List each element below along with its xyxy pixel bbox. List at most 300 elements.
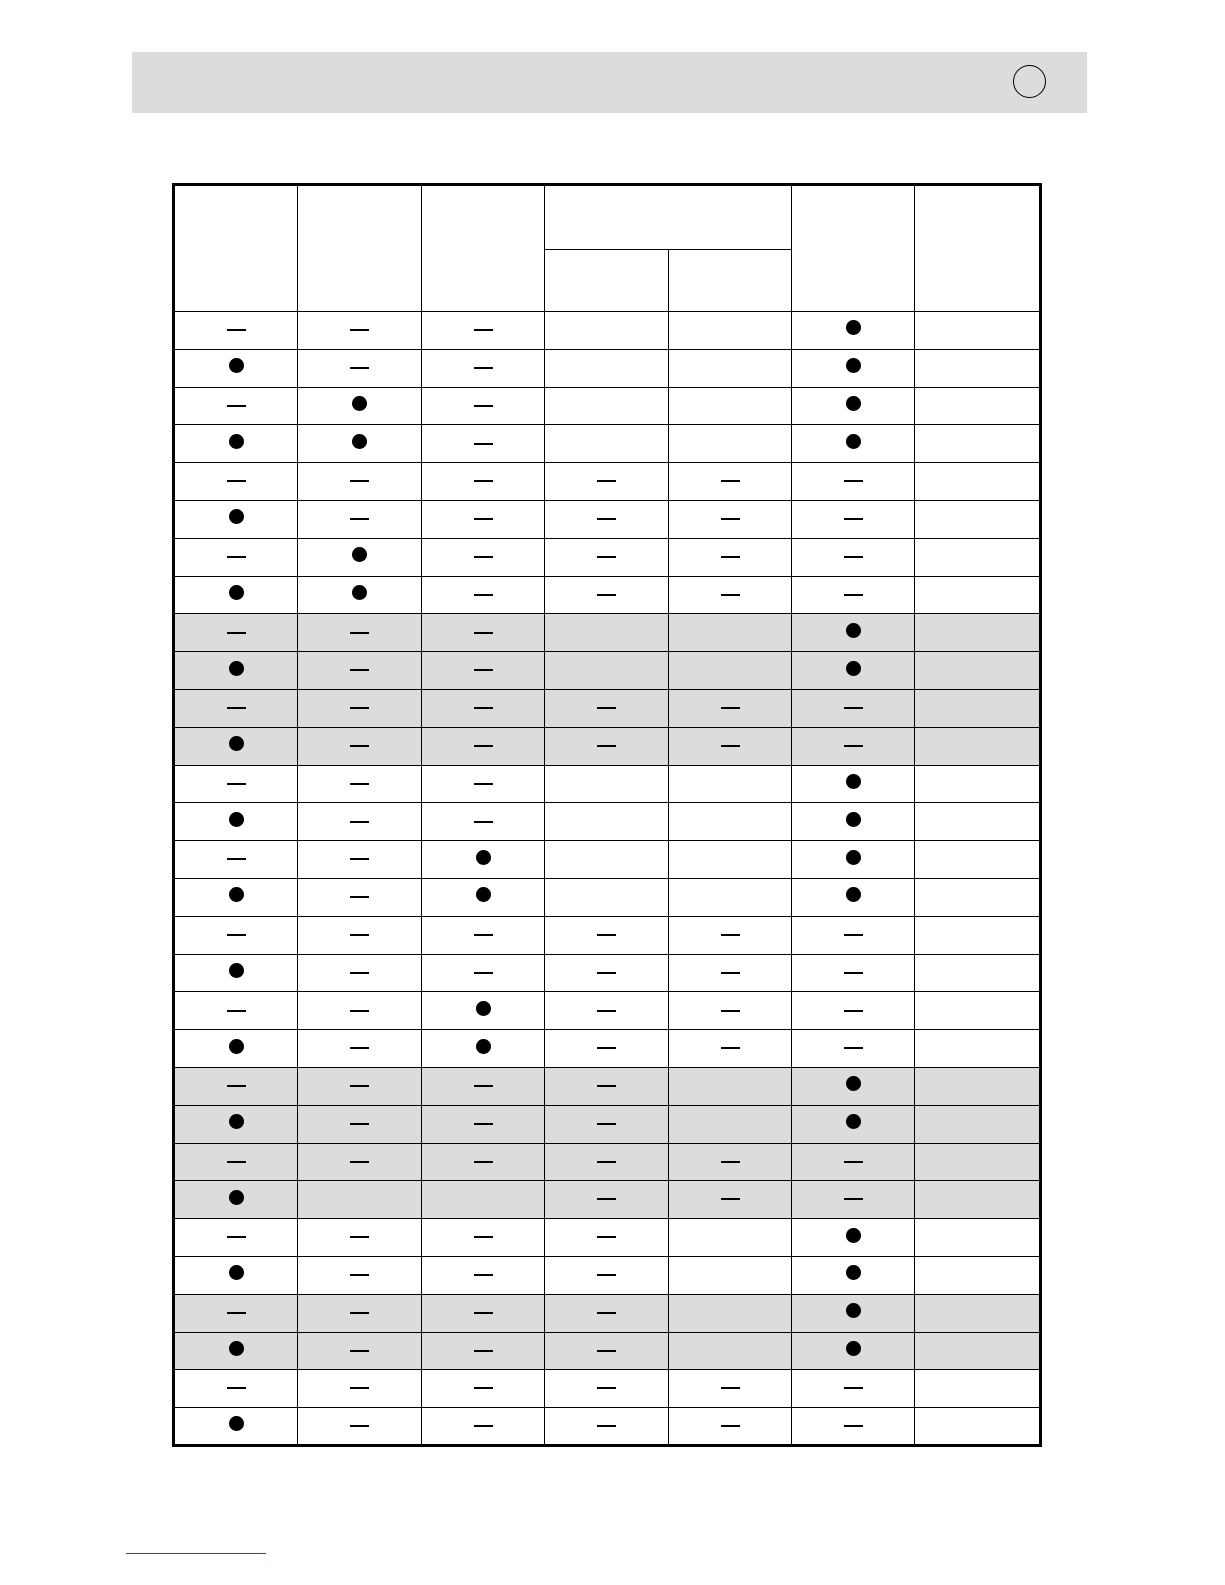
table-cell — [915, 1370, 1041, 1408]
dash-marker — [597, 1047, 616, 1049]
table-cell — [792, 1067, 915, 1105]
dash-marker — [350, 1387, 369, 1389]
table-cell — [545, 765, 669, 803]
dot-marker — [476, 887, 491, 902]
dot-marker — [846, 623, 861, 638]
table-cell — [792, 727, 915, 765]
table-row — [174, 1332, 1041, 1370]
dash-marker — [474, 1123, 493, 1125]
table-cell — [174, 1219, 298, 1257]
table-cell — [298, 1181, 422, 1219]
dot-marker — [846, 434, 861, 449]
table-cell — [174, 614, 298, 652]
table-cell — [545, 1370, 669, 1408]
dot-marker — [229, 1114, 244, 1129]
table-cell — [174, 841, 298, 879]
table-cell — [792, 576, 915, 614]
col-header-1 — [174, 185, 298, 312]
table-cell — [545, 689, 669, 727]
header-band — [132, 52, 1087, 113]
table-cell — [298, 1143, 422, 1181]
table-cell — [545, 1143, 669, 1181]
dot-marker — [229, 434, 244, 449]
table-cell — [422, 1408, 545, 1446]
dash-marker — [844, 1047, 863, 1049]
dash-marker — [597, 1085, 616, 1087]
dash-marker — [474, 632, 493, 634]
table-cell — [174, 765, 298, 803]
table-cell — [792, 1256, 915, 1294]
dash-marker — [474, 1274, 493, 1276]
dot-marker — [229, 736, 244, 751]
dash-marker — [474, 669, 493, 671]
table-row — [174, 689, 1041, 727]
table-cell — [792, 1181, 915, 1219]
table-row — [174, 1294, 1041, 1332]
table-cell — [915, 538, 1041, 576]
dot-marker — [229, 661, 244, 676]
table-cell — [422, 1143, 545, 1181]
table-cell — [792, 614, 915, 652]
dash-marker — [350, 707, 369, 709]
dash-marker — [350, 1123, 369, 1125]
dash-marker — [844, 480, 863, 482]
table-cell — [545, 916, 669, 954]
col-header-7 — [915, 185, 1041, 312]
table-cell — [174, 916, 298, 954]
table-cell — [545, 1332, 669, 1370]
table-cell — [174, 652, 298, 690]
table-cell — [792, 1370, 915, 1408]
dash-marker — [350, 329, 369, 331]
table-cell — [669, 349, 792, 387]
dash-marker — [350, 1350, 369, 1352]
table-cell — [298, 1256, 422, 1294]
dash-marker — [844, 934, 863, 936]
dash-marker — [721, 1198, 740, 1200]
dot-marker — [846, 358, 861, 373]
table-cell — [915, 349, 1041, 387]
table-cell — [545, 1030, 669, 1068]
dash-marker — [597, 1387, 616, 1389]
table-cell — [545, 1067, 669, 1105]
table-cell — [298, 1067, 422, 1105]
table-row — [174, 765, 1041, 803]
dash-marker — [597, 1425, 616, 1427]
table-cell — [669, 803, 792, 841]
dash-marker — [227, 1161, 246, 1163]
table-cell — [298, 992, 422, 1030]
table-cell — [545, 1219, 669, 1257]
table-cell — [422, 954, 545, 992]
dot-marker — [846, 887, 861, 902]
table-cell — [422, 1030, 545, 1068]
dash-marker — [597, 1236, 616, 1238]
dash-marker — [721, 707, 740, 709]
table-row — [174, 1370, 1041, 1408]
table-cell — [792, 916, 915, 954]
table-cell — [174, 1408, 298, 1446]
dash-marker — [597, 556, 616, 558]
table-cell — [174, 689, 298, 727]
table-cell — [915, 500, 1041, 538]
col-header-5 — [669, 250, 792, 312]
dash-marker — [474, 1350, 493, 1352]
dash-marker — [597, 1161, 616, 1163]
table-cell — [915, 1067, 1041, 1105]
dash-marker — [474, 745, 493, 747]
table-cell — [174, 387, 298, 425]
table-cell — [174, 1067, 298, 1105]
dash-marker — [721, 1161, 740, 1163]
table-cell — [669, 1370, 792, 1408]
table-cell — [915, 387, 1041, 425]
table-cell — [669, 992, 792, 1030]
dash-marker — [227, 1236, 246, 1238]
col-header-6 — [792, 185, 915, 312]
table-cell — [669, 916, 792, 954]
table-body — [174, 312, 1041, 1446]
table-cell — [422, 349, 545, 387]
dash-marker — [227, 632, 246, 634]
table-cell — [792, 349, 915, 387]
dash-marker — [350, 745, 369, 747]
table-cell — [669, 1256, 792, 1294]
dash-marker — [721, 972, 740, 974]
dot-marker — [229, 585, 244, 600]
table-cell — [915, 878, 1041, 916]
table-cell — [298, 765, 422, 803]
table-cell — [174, 1105, 298, 1143]
table-cell — [174, 1181, 298, 1219]
dash-marker — [350, 934, 369, 936]
table-row — [174, 1030, 1041, 1068]
table-cell — [915, 1256, 1041, 1294]
dash-marker — [721, 1425, 740, 1427]
dash-marker — [474, 1312, 493, 1314]
table-cell — [545, 312, 669, 350]
dot-marker — [846, 1076, 861, 1091]
col-group-header — [545, 185, 792, 250]
table-cell — [174, 1370, 298, 1408]
dot-marker — [229, 1416, 244, 1431]
table-row — [174, 425, 1041, 463]
table-cell — [792, 954, 915, 992]
dash-marker — [721, 934, 740, 936]
dash-marker — [350, 783, 369, 785]
table-cell — [792, 1030, 915, 1068]
table-cell — [669, 652, 792, 690]
dash-marker — [721, 518, 740, 520]
dash-marker — [474, 480, 493, 482]
table-cell — [545, 803, 669, 841]
table-cell — [422, 878, 545, 916]
dot-marker — [229, 1265, 244, 1280]
table-cell — [298, 312, 422, 350]
table-cell — [915, 954, 1041, 992]
dash-marker — [227, 405, 246, 407]
dash-marker — [350, 1425, 369, 1427]
table-cell — [669, 765, 792, 803]
table-cell — [669, 387, 792, 425]
table-cell — [915, 841, 1041, 879]
dash-marker — [350, 972, 369, 974]
table-cell — [545, 1408, 669, 1446]
table-row — [174, 1105, 1041, 1143]
table-cell — [422, 1181, 545, 1219]
dash-marker — [474, 405, 493, 407]
table-cell — [298, 463, 422, 501]
dash-marker — [474, 1161, 493, 1163]
table-cell — [669, 1332, 792, 1370]
dash-marker — [844, 1161, 863, 1163]
table-cell — [422, 992, 545, 1030]
table-cell — [422, 841, 545, 879]
table-cell — [174, 1332, 298, 1370]
col-header-2 — [298, 185, 422, 312]
dash-marker — [597, 1123, 616, 1125]
table-cell — [298, 425, 422, 463]
table-row — [174, 1219, 1041, 1257]
table-cell — [298, 349, 422, 387]
dash-marker — [350, 632, 369, 634]
table-cell — [298, 1294, 422, 1332]
dash-marker — [227, 329, 246, 331]
dash-marker — [350, 1274, 369, 1276]
dash-marker — [597, 480, 616, 482]
footer-link[interactable] — [126, 1553, 266, 1554]
table-row — [174, 916, 1041, 954]
table-cell — [792, 1332, 915, 1370]
dash-marker — [844, 556, 863, 558]
table-row — [174, 463, 1041, 501]
table-cell — [174, 349, 298, 387]
dash-marker — [227, 1010, 246, 1012]
dash-marker — [597, 1010, 616, 1012]
table-cell — [422, 689, 545, 727]
table-cell — [174, 576, 298, 614]
table-cell — [174, 425, 298, 463]
table-cell — [422, 727, 545, 765]
table-cell — [792, 878, 915, 916]
dash-marker — [844, 518, 863, 520]
dash-marker — [350, 1010, 369, 1012]
table-cell — [915, 614, 1041, 652]
table-cell — [792, 1219, 915, 1257]
dash-marker — [844, 1198, 863, 1200]
dash-marker — [227, 934, 246, 936]
table-cell — [174, 954, 298, 992]
table-cell — [298, 538, 422, 576]
dash-marker — [227, 783, 246, 785]
dot-marker — [229, 1039, 244, 1054]
table-cell — [545, 992, 669, 1030]
table-row — [174, 1256, 1041, 1294]
dash-marker — [597, 972, 616, 974]
table-cell — [298, 500, 422, 538]
table-cell — [669, 1105, 792, 1143]
table-cell — [298, 916, 422, 954]
dash-marker — [721, 594, 740, 596]
dash-marker — [597, 594, 616, 596]
table-cell — [422, 1105, 545, 1143]
table-cell — [422, 1370, 545, 1408]
dash-marker — [350, 1312, 369, 1314]
table-cell — [545, 387, 669, 425]
dash-marker — [844, 594, 863, 596]
table-row — [174, 1067, 1041, 1105]
table-row — [174, 614, 1041, 652]
dash-marker — [597, 1274, 616, 1276]
table-cell — [915, 992, 1041, 1030]
table-cell — [174, 1143, 298, 1181]
table-cell — [915, 1143, 1041, 1181]
table-cell — [792, 1105, 915, 1143]
table-cell — [422, 1332, 545, 1370]
table-cell — [298, 1105, 422, 1143]
dot-marker — [229, 509, 244, 524]
table-cell — [792, 312, 915, 350]
table-cell — [545, 954, 669, 992]
dot-marker — [229, 358, 244, 373]
dash-marker — [474, 783, 493, 785]
table-cell — [174, 878, 298, 916]
table-row — [174, 1408, 1041, 1446]
dash-marker — [597, 707, 616, 709]
table-cell — [792, 425, 915, 463]
table-cell — [174, 500, 298, 538]
dot-marker — [476, 1001, 491, 1016]
table-cell — [669, 841, 792, 879]
dash-marker — [474, 594, 493, 596]
table-row — [174, 652, 1041, 690]
table-cell — [669, 614, 792, 652]
table-cell — [545, 1294, 669, 1332]
table-cell — [915, 765, 1041, 803]
table-cell — [174, 1030, 298, 1068]
table-cell — [669, 689, 792, 727]
table-cell — [298, 954, 422, 992]
table-cell — [669, 576, 792, 614]
table-cell — [669, 1294, 792, 1332]
table-cell — [298, 1030, 422, 1068]
table-cell — [669, 1030, 792, 1068]
table-cell — [669, 538, 792, 576]
table-cell — [669, 312, 792, 350]
table-cell — [915, 689, 1041, 727]
dash-marker — [844, 972, 863, 974]
table-cell — [422, 803, 545, 841]
table-cell — [422, 425, 545, 463]
dash-marker — [721, 1047, 740, 1049]
dash-marker — [350, 858, 369, 860]
dot-marker — [846, 850, 861, 865]
table-cell — [792, 500, 915, 538]
table-cell — [422, 1294, 545, 1332]
dash-marker — [844, 1387, 863, 1389]
table-cell — [545, 727, 669, 765]
dash-marker — [721, 1387, 740, 1389]
table-cell — [792, 765, 915, 803]
dash-marker — [350, 518, 369, 520]
table-cell — [915, 652, 1041, 690]
table-cell — [422, 538, 545, 576]
dash-marker — [474, 972, 493, 974]
dash-marker — [844, 707, 863, 709]
dot-marker — [476, 850, 491, 865]
dash-marker — [227, 1085, 246, 1087]
dot-marker — [229, 1190, 244, 1205]
dot-marker — [846, 1114, 861, 1129]
table-cell — [792, 841, 915, 879]
table-cell — [174, 727, 298, 765]
dot-marker — [846, 1303, 861, 1318]
dash-marker — [844, 1425, 863, 1427]
table-cell — [174, 1294, 298, 1332]
dash-marker — [474, 1387, 493, 1389]
table-cell — [422, 387, 545, 425]
table-cell — [298, 652, 422, 690]
dot-marker — [846, 320, 861, 335]
dot-marker — [846, 661, 861, 676]
table-cell — [545, 425, 669, 463]
dash-marker — [227, 556, 246, 558]
table-row — [174, 803, 1041, 841]
table-cell — [792, 803, 915, 841]
table-cell — [915, 803, 1041, 841]
dot-marker — [846, 1341, 861, 1356]
dash-marker — [474, 556, 493, 558]
dash-marker — [350, 821, 369, 823]
dash-marker — [844, 745, 863, 747]
table-cell — [669, 463, 792, 501]
table-cell — [422, 916, 545, 954]
dot-marker — [352, 434, 367, 449]
table-cell — [915, 312, 1041, 350]
table-cell — [298, 1219, 422, 1257]
col-header-4 — [545, 250, 669, 312]
table-row — [174, 841, 1041, 879]
table-cell — [298, 878, 422, 916]
table-cell — [669, 500, 792, 538]
dot-marker — [846, 812, 861, 827]
dash-marker — [227, 858, 246, 860]
dash-marker — [597, 934, 616, 936]
table-cell — [545, 1181, 669, 1219]
table-row — [174, 312, 1041, 350]
table-cell — [545, 463, 669, 501]
dash-marker — [597, 745, 616, 747]
dash-marker — [597, 1350, 616, 1352]
table-cell — [669, 727, 792, 765]
dot-marker — [846, 396, 861, 411]
table-cell — [915, 916, 1041, 954]
table-cell — [298, 1370, 422, 1408]
table-row — [174, 954, 1041, 992]
table-cell — [545, 614, 669, 652]
dash-marker — [227, 1312, 246, 1314]
table-cell — [174, 992, 298, 1030]
table-cell — [422, 1067, 545, 1105]
table-cell — [174, 803, 298, 841]
table-cell — [792, 1294, 915, 1332]
table-cell — [298, 387, 422, 425]
dash-marker — [721, 1010, 740, 1012]
table-cell — [915, 1332, 1041, 1370]
dash-marker — [474, 518, 493, 520]
table-cell — [545, 652, 669, 690]
table-cell — [915, 727, 1041, 765]
